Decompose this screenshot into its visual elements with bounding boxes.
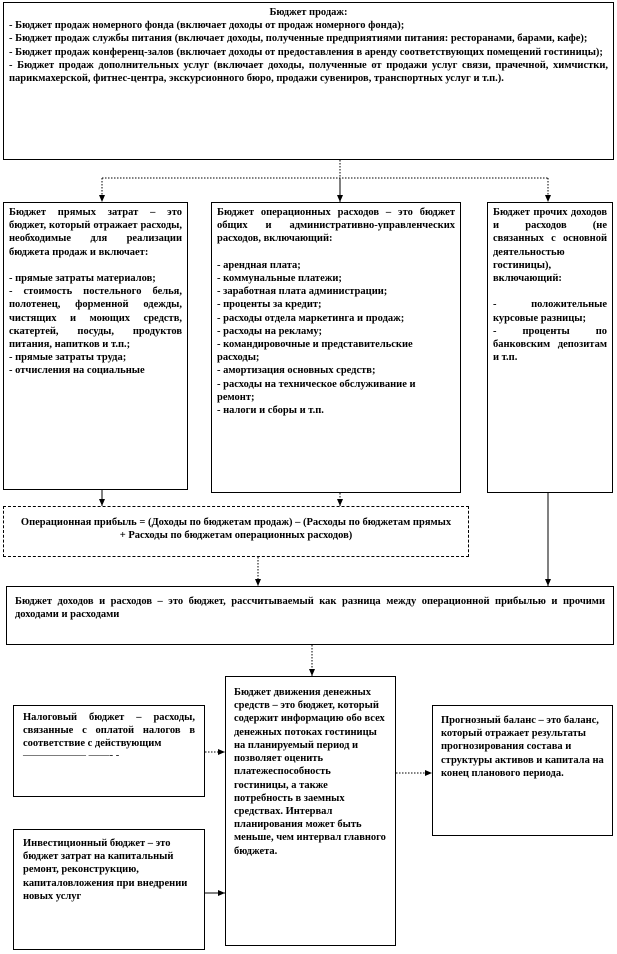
tax-budget-text: Налоговый бюджет – расходы, связанные с оплатой налогов в соответствие с действующим <box>23 712 195 750</box>
other-income-item: - проценты по банковским депозитам и т.п. <box>493 325 607 364</box>
sales-budget-box <box>3 2 614 160</box>
cash-flow-budget-box <box>225 676 396 946</box>
other-income-box <box>487 202 613 493</box>
sales-budget-item: - Бюджет продаж службы питания (включает доходы, полученные предприятиями питания: ресторанами, барами, кафе); <box>9 33 588 45</box>
operating-expenses-item: - заработная плата администрации; <box>217 286 388 298</box>
operating-profit-box <box>3 506 469 557</box>
direct-costs-box <box>3 202 188 490</box>
sales-budget-item: - Бюджет продаж номерного фонда (включает доходы от продаж номерного фонда); <box>9 20 405 32</box>
direct-costs-intro: Бюджет прямых затрат – это бюджет, который отражает расходы, необходимые для реализации бюджета продаж и включает: <box>9 207 182 258</box>
sales-budget-title: Бюджет продаж: <box>269 7 348 18</box>
operating-expenses-item: - арендная плата; <box>217 259 301 271</box>
operating-expenses-item: - расходы на рекламу; <box>217 325 323 337</box>
operating-expenses-intro: Бюджет операционных расходов – это бюджет общих и административно-управленческих расходов, включающий: <box>217 207 455 245</box>
operating-expenses-item: - амортизация основных средств; <box>217 365 376 377</box>
investment-budget-text: Инвестиционный бюджет – это бюджет затрат на капитальный ремонт, реконструкцию, капиталовложения при внедрении новых услуг <box>23 838 188 902</box>
income-expense-budget-text: Бюджет доходов и расходов – это бюджет, рассчитываемый как разница между операционной прибылью и прочими доходами и расходами <box>15 596 605 621</box>
sales-budget-item: - Бюджет продаж конференц-залов (включает доходы от предоставления в аренду соответствующих помещений гостиницы); <box>9 46 603 58</box>
direct-costs-item: - прямые затраты труда; <box>9 352 127 364</box>
other-income-item: - положительные курсовые разницы; <box>493 299 607 324</box>
operating-profit-formula: Операционная прибыль = (Доходы по бюджетам продаж) – (Расходы по бюджетам прямых + Расходы по бюджетам операционных расходов) <box>20 517 452 542</box>
operating-expenses-item: - расходы на техническое обслуживание и ремонт; <box>217 378 416 403</box>
operating-expenses-item: - налоги и сборы и т.п. <box>217 405 324 417</box>
tax-budget-tail: —————— ——- - <box>23 749 120 761</box>
direct-costs-item: - прямые затраты материалов; <box>9 272 156 284</box>
cash-flow-budget-text: Бюджет движения денежных средств – это бюджет, который содержит информацию обо всех денежных потоках гостиницы на планируемый период и позволяет оценить платежеспособность гостиницы, а также потребность в заемных средствах. Интервал планирования может быть меньше, чем интервал главного бюджета. <box>234 687 386 857</box>
operating-expenses-item: - командировочные и представительские расходы; <box>217 338 413 364</box>
income-expense-budget-box <box>6 586 614 645</box>
other-income-intro: Бюджет прочих доходов и расходов (не связанных с основной деятельностью гостиницы), включающий: <box>493 207 607 285</box>
operating-expenses-item: - проценты за кредит; <box>217 299 322 311</box>
investment-budget-box <box>13 829 205 950</box>
operating-expenses-item: - расходы отдела маркетинга и продаж; <box>217 312 405 324</box>
sales-budget-item: - Бюджет продаж дополнительных услуг (включает доходы, полученные от продажи услуг связи, прачечной, химчистки, парикмахерской, фитнес-центра, экскурсионного бюро, продажи сувениров, транспортных услуг и т.п.). <box>9 59 608 85</box>
forecast-balance-text: Прогнозный баланс – это баланс, который отражает результаты прогнозирования состава и структуры активов и капитала на конец планового периода. <box>441 715 604 779</box>
forecast-balance-box <box>432 705 613 836</box>
direct-costs-item: - стоимость постельного белья, полотенец, форменной одежды, чистящих и моющих средств, скатертей, посуды, продуктов питания, напитков и т.п.; <box>9 286 182 350</box>
tax-budget-box <box>13 705 205 797</box>
operating-expenses-box <box>211 202 461 493</box>
operating-expenses-item: - коммунальные платежи; <box>217 272 342 284</box>
direct-costs-item: - отчисления на социальные <box>9 365 145 377</box>
